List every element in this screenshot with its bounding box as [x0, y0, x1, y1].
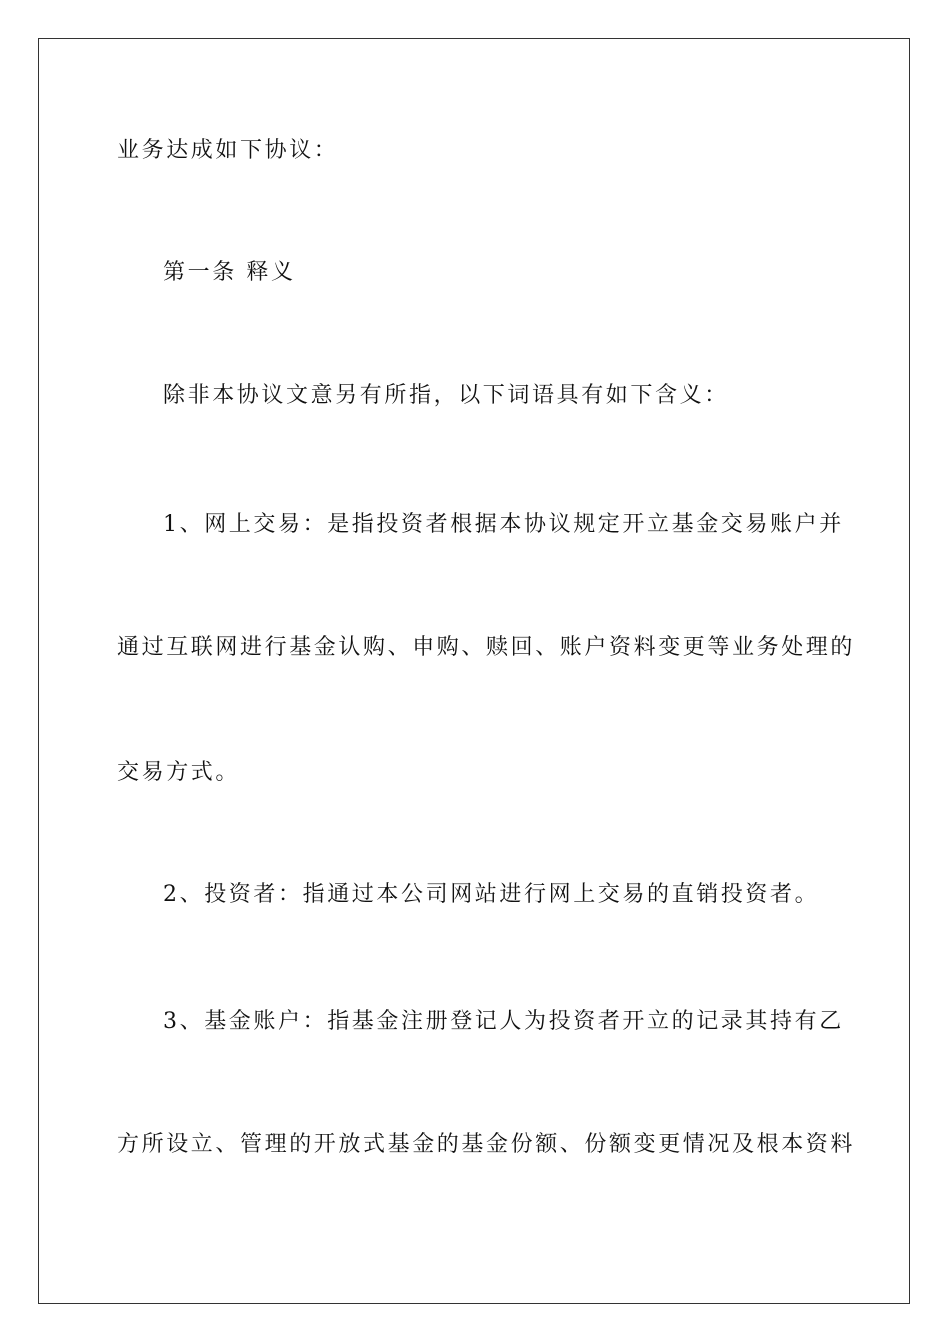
definition-1-line-3: 交易方式。: [117, 760, 241, 785]
definition-3-line-1: 3、基金账户：指基金注册登记人为投资者开立的记录其持有乙: [163, 1009, 844, 1034]
text-line-1: 业务达成如下协议：: [117, 138, 339, 163]
text-line-3: 除非本协议文意另有所指，以下词语具有如下含义：: [163, 383, 729, 408]
definition-1-line-1: 1、网上交易：是指投资者根据本协议规定开立基金交易账户并: [163, 512, 844, 537]
definition-2: 2、投资者：指通过本公司网站进行网上交易的直销投资者。: [163, 882, 820, 907]
article-heading: 第一条 释义: [163, 260, 296, 285]
page-border: [38, 38, 910, 1304]
definition-3-line-2: 方所设立、管理的开放式基金的基金份额、份额变更情况及根本资料: [117, 1132, 856, 1157]
definition-1-line-2: 通过互联网进行基金认购、申购、赎回、账户资料变更等业务处理的: [117, 635, 856, 660]
